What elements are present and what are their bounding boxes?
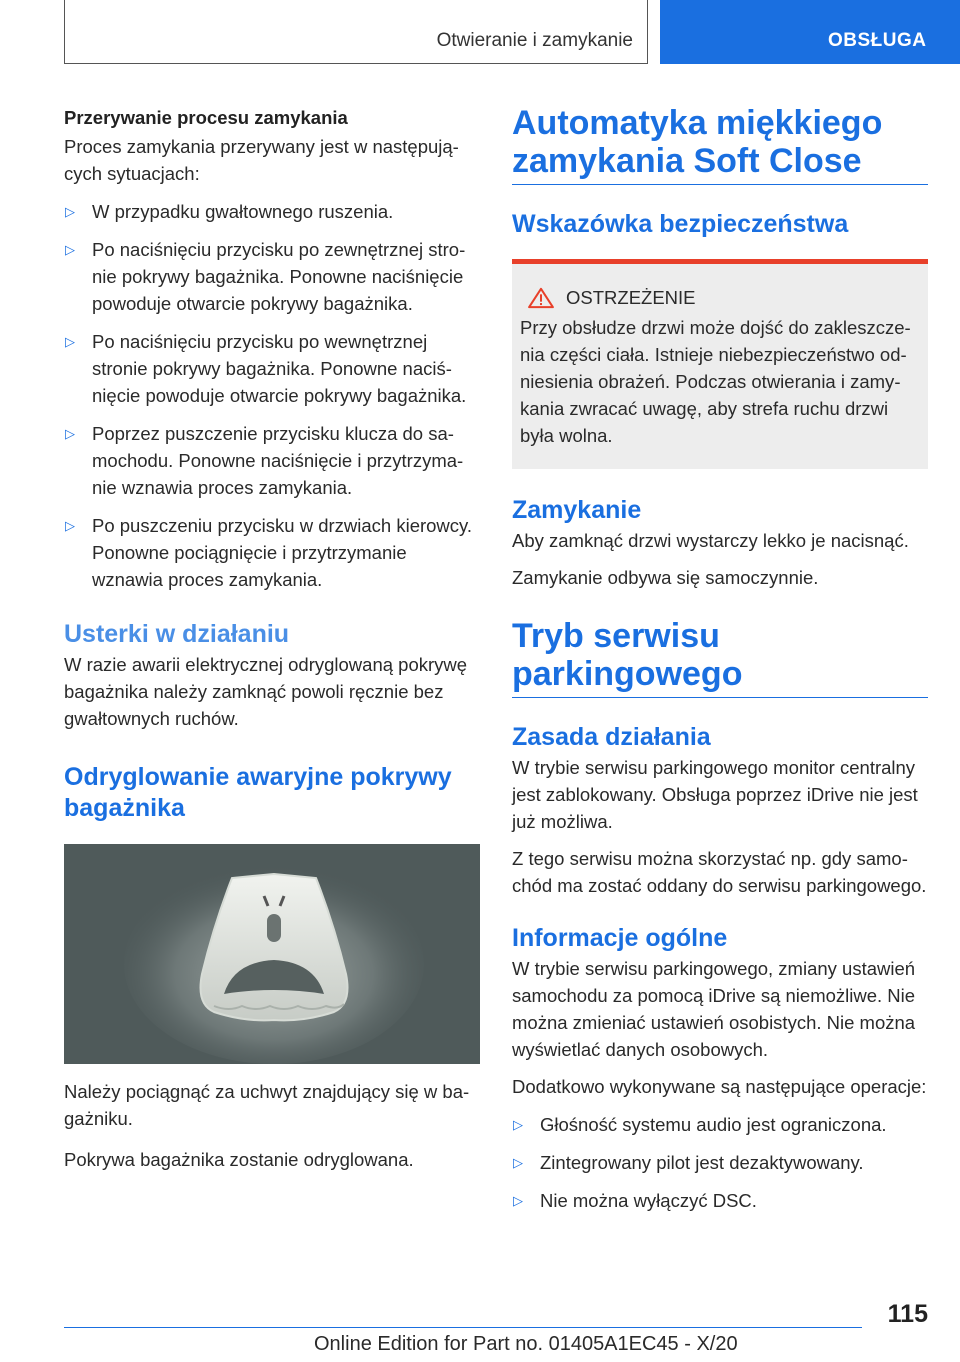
emergency-caption: Należy pociągnąć za uchwyt znajdujący się w bagażniku. bbox=[64, 1081, 470, 1129]
emergency-handle-image bbox=[64, 844, 480, 1064]
triangle-bullet-icon: ▷ bbox=[65, 242, 75, 257]
warning-box bbox=[512, 259, 928, 469]
closing-text-1: Aby zamknąć drzwi wystarczy lekko je nacisnąć. bbox=[512, 530, 909, 551]
right-column bbox=[512, 104, 928, 1214]
principle-text-1: W trybie serwisu parkingowego monitor centralny jest zablokowany. Obsługa poprzez iDrive nie jest już możliwa. bbox=[512, 757, 918, 832]
interrupt-title: Przerywanie procesu zamykania bbox=[64, 107, 348, 128]
emergency-title: Odryglowanie awaryjne pokrywy bagażnika bbox=[64, 763, 452, 822]
malfunction-title: Usterki w działaniu bbox=[64, 620, 290, 648]
malfunction-text: W razie awarii elektrycznej odryglowaną pokrywę bagażnika należy zamknąć powoli ręcznie bez gwałtownych ruchów. bbox=[64, 654, 468, 729]
triangle-bullet-icon: ▷ bbox=[65, 518, 75, 533]
triangle-bullet-icon: ▷ bbox=[513, 1193, 523, 1208]
general-title: Informacje ogólne bbox=[512, 924, 728, 952]
warning-triangle-icon bbox=[526, 287, 556, 309]
footer-divider bbox=[64, 1327, 862, 1328]
valet-title: Tryb serwisu parkingowego bbox=[512, 617, 928, 698]
emergency-result: Pokrywa bagażnika zostanie odryglowana. bbox=[64, 1149, 414, 1170]
interrupt-list bbox=[64, 198, 480, 593]
left-column bbox=[64, 104, 480, 1173]
list-item: ▷ Nie można wyłączyć DSC. bbox=[513, 1190, 757, 1211]
general-text-1: W trybie serwisu parkingowego, zmiany ustawień samochodu za pomocą iDrive są niemożliwe. Nie można zmieniać ustawień osobistych. Nie można wyświetlać danych osobowych. bbox=[512, 958, 916, 1060]
list-item: ▷ Zintegrowany pilot jest dezaktywowany. bbox=[513, 1152, 864, 1173]
triangle-bullet-icon: ▷ bbox=[513, 1117, 523, 1132]
list-item: ▷ Po puszczeniu przycisku w drzwiach kierowcy. Ponowne pociągnięcie i przytrzymanie wznawia proces zamykania. bbox=[65, 515, 473, 590]
closing-title: Zamykanie bbox=[512, 496, 642, 524]
header-chapter-tab[interactable] bbox=[660, 0, 960, 64]
list-item: ▷ Po naciśnięciu przycisku po zewnętrznej stronie pokrywy bagażnika. Ponowne naciśnięcie powoduje otwarcie pokrywy bagażnika. bbox=[65, 239, 466, 314]
header-chapter-label: OBSŁUGA bbox=[828, 30, 927, 51]
warning-text: Przy obsłudze drzwi może dojść do zakleszczenia części ciała. Istnieje niebezpieczeństwo odniesienia obrażeń. Podczas otwierania i zamykania zwracać uwagę, aby strefa ruchu drzwi była wolna. bbox=[520, 317, 911, 446]
triangle-bullet-icon: ▷ bbox=[65, 204, 75, 219]
list-item: ▷ W przypadku gwałtownego ruszenia. bbox=[65, 201, 394, 222]
closing-text-2: Zamykanie odbywa się samoczynnie. bbox=[512, 567, 819, 588]
warning-label: OSTRZEŻENIE bbox=[566, 287, 696, 308]
trunk-release-photo bbox=[64, 844, 480, 1064]
principle-title: Zasada działania bbox=[512, 723, 711, 751]
triangle-bullet-icon: ▷ bbox=[513, 1155, 523, 1170]
list-item: ▷ Poprzez puszczenie przycisku klucza do samochodu. Ponowne naciśnięcie i przytrzymanie wznawia proces zamykania. bbox=[65, 423, 464, 498]
page-number: 115 bbox=[887, 1300, 928, 1328]
list-item: ▷ Głośność systemu audio jest ograniczona. bbox=[513, 1114, 887, 1135]
general-text-2: Dodatkowo wykonywane są następujące operacje: bbox=[512, 1076, 927, 1097]
general-list bbox=[512, 1111, 928, 1214]
list-item: ▷ Po naciśnięciu przycisku po wewnętrznej stronie pokrywy bagażnika. Ponowne naciśnięcie powoduje otwarcie pokrywy bagażnika. bbox=[65, 331, 467, 406]
edition-note: Online Edition for Part no. 01405A1EC45 - X/20 bbox=[314, 1333, 738, 1355]
triangle-bullet-icon: ▷ bbox=[65, 334, 75, 349]
header-section-title: Otwieranie i zamykanie bbox=[436, 30, 633, 51]
principle-text-2: Z tego serwisu można skorzystać np. gdy samochód ma zostać oddany do serwisu parkingowego. bbox=[512, 848, 927, 896]
softclose-title: Automatyka miękkiego zamykania Soft Close bbox=[512, 104, 928, 185]
header-section-box bbox=[64, 0, 648, 64]
triangle-bullet-icon: ▷ bbox=[65, 426, 75, 441]
interrupt-intro: Proces zamykania przerywany jest w następujących sytuacjach: bbox=[64, 136, 459, 184]
safety-title: Wskazówka bezpieczeństwa bbox=[512, 210, 849, 238]
